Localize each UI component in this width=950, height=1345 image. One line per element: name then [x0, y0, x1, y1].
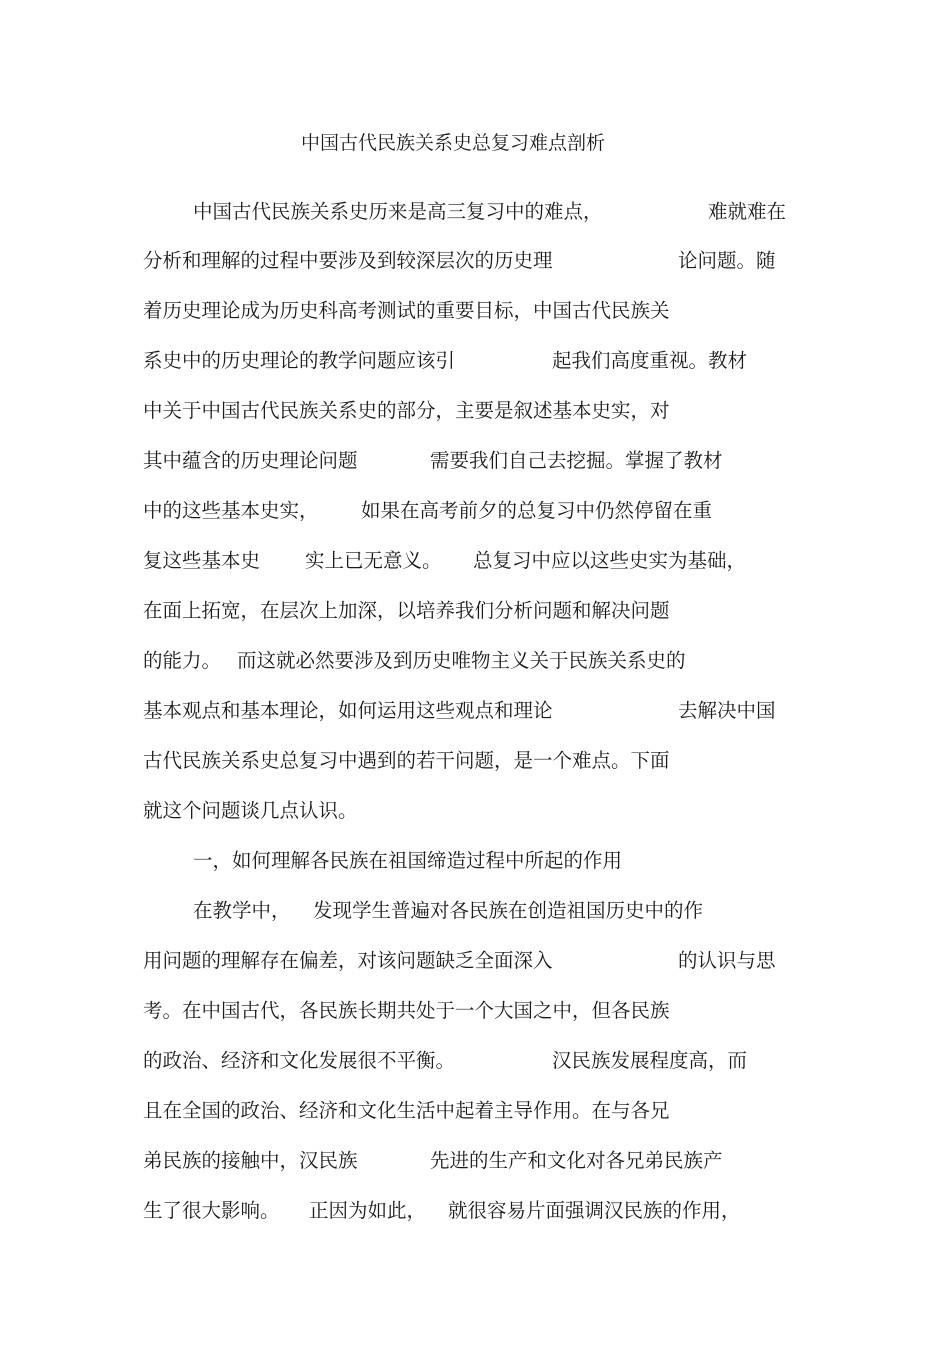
- text-line: [0, 396, 950, 426]
- text-segment: 中国古代民族关系史历来是高三复习中的难点，: [193, 200, 603, 223]
- text-segment: 用问题的理解存在偏差，对该问题缺乏全面深入: [143, 949, 553, 972]
- text-line: [0, 946, 950, 976]
- text-line: [0, 846, 950, 876]
- text-segment: 发现学生普遍对各民族在创造祖国历史中的作: [313, 899, 704, 922]
- text-line: [0, 646, 950, 676]
- text-segment: 论问题。随: [678, 249, 776, 272]
- text-segment: 就很容易片面强调汉民族的作用，: [448, 1199, 741, 1222]
- text-segment: 的能力。: [143, 649, 222, 672]
- text-line: [0, 996, 950, 1026]
- text-segment: 弟民族的接触中，汉民族: [143, 1149, 358, 1172]
- text-line: [0, 546, 950, 576]
- text-segment: 复这些基本史: [143, 549, 261, 572]
- text-segment: 其中蕴含的历史理论问题: [143, 449, 358, 472]
- text-line: [0, 246, 950, 276]
- text-segment: 一，如何理解各民族在祖国缔造过程中所起的作用: [193, 849, 623, 872]
- text-segment: 中关于中国古代民族关系史的部分，主要是叙述基本史实，对: [143, 399, 670, 422]
- text-segment: 去解决中国: [678, 699, 776, 722]
- text-line: [0, 1096, 950, 1126]
- text-line: [0, 296, 950, 326]
- text-segment: 中的这些基本史实，: [143, 499, 319, 522]
- text-line: [0, 1046, 950, 1076]
- text-segment: 需要我们自己去挖掘。掌握了教材: [430, 449, 723, 472]
- text-line: [0, 496, 950, 526]
- text-segment: 而这就必然要涉及到历史唯物主义关于民族关系史的: [237, 649, 686, 672]
- text-segment: 基本观点和基本理论，如何运用这些观点和理论: [143, 699, 553, 722]
- text-segment: 就这个问题谈几点认识。: [143, 799, 358, 822]
- text-segment: 先进的生产和文化对各兄弟民族产: [430, 1149, 723, 1172]
- text-segment: 总复习中应以这些史实为基础，: [473, 549, 747, 572]
- text-line: [0, 197, 950, 227]
- text-line: [0, 346, 950, 376]
- text-segment: 古代民族关系史总复习中遇到的若干问题，是一个难点。下面: [143, 749, 670, 772]
- text-segment: 在教学中，: [193, 899, 291, 922]
- text-segment: 汉民族发展程度高，而: [552, 1049, 748, 1072]
- text-segment: 分析和理解的过程中要涉及到较深层次的历史理: [143, 249, 553, 272]
- text-line: [0, 696, 950, 726]
- text-segment: 生了很大影响。: [143, 1199, 280, 1222]
- text-line: [0, 1146, 950, 1176]
- text-segment: 的认识与思: [678, 949, 776, 972]
- text-segment: 且在全国的政治、经济和文化生活中起着主导作用。在与各兄: [143, 1099, 670, 1122]
- text-segment: 在面上拓宽，在层次上加深，以培养我们分析问题和解决问题: [143, 599, 670, 622]
- text-segment: 难就难在: [708, 200, 787, 223]
- text-segment: 实上已无意义。: [305, 549, 442, 572]
- text-segment: 考。在中国古代，各民族长期共处于一个大国之中，但各民族: [143, 999, 670, 1022]
- document-title: 中国古代民族关系史总复习难点剖析: [300, 132, 605, 154]
- text-segment: 系史中的历史理论的教学问题应该引: [143, 349, 456, 372]
- text-line: [0, 1196, 950, 1226]
- text-line: [0, 796, 950, 826]
- text-line: [0, 596, 950, 626]
- text-line: [0, 896, 950, 926]
- text-segment: 如果在高考前夕的总复习中仍然停留在重: [361, 499, 713, 522]
- text-line: [0, 446, 950, 476]
- text-line: [0, 746, 950, 776]
- text-segment: 起我们高度重视。教材: [552, 349, 748, 372]
- text-segment: 着历史理论成为历史科高考测试的重要目标，中国古代民族关: [143, 299, 670, 322]
- text-segment: 正因为如此，: [309, 1199, 427, 1222]
- text-segment: 的政治、经济和文化发展很不平衡。: [143, 1049, 456, 1072]
